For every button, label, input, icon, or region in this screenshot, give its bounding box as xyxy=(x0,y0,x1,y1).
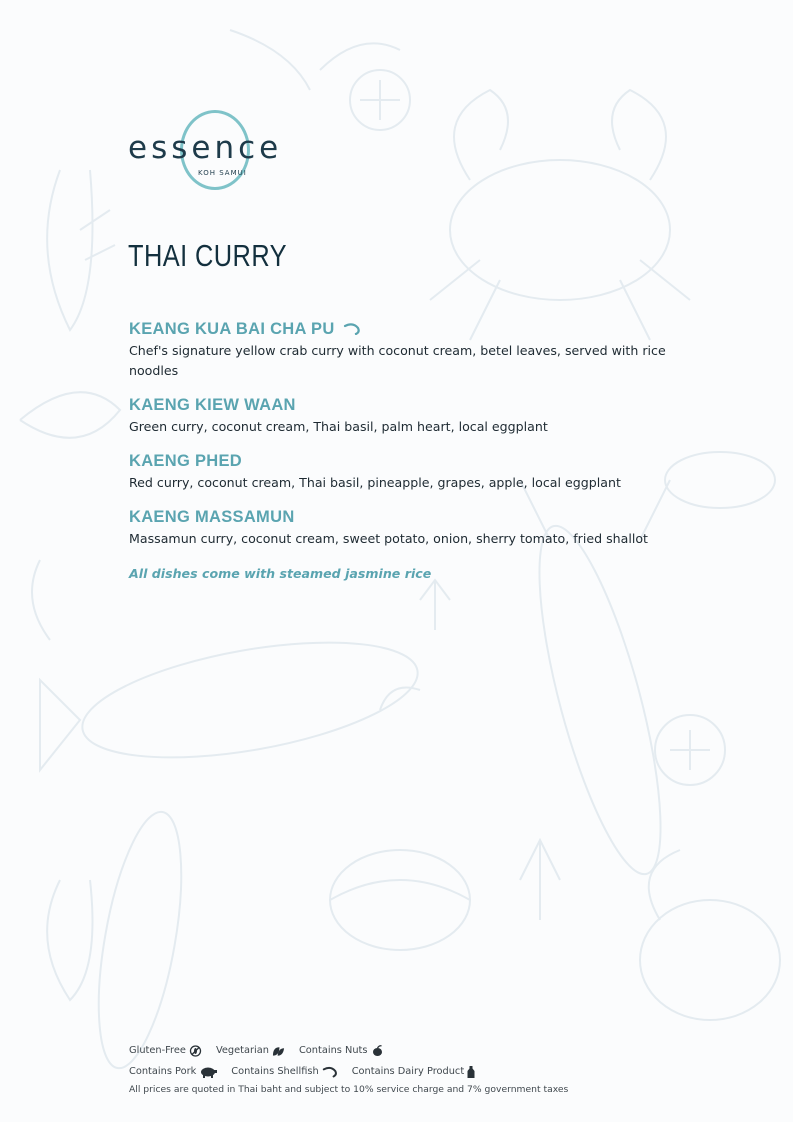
legend-nuts: Contains Nuts xyxy=(299,1045,384,1057)
rice-note: All dishes come with steamed jasmine rice xyxy=(129,566,432,581)
menu-item-name: KAENG PHED xyxy=(129,452,243,470)
menu-item xyxy=(129,318,689,381)
menu-item-description: Massamun curry, coconut cream, sweet potato, onion, sherry tomato, fried shallot xyxy=(129,531,648,546)
shellfish-icon xyxy=(322,1066,338,1078)
essence-logo xyxy=(128,108,288,194)
legend-shellfish: Contains Shellfish xyxy=(231,1066,337,1078)
dietary-legend xyxy=(129,1040,568,1095)
shellfish-icon xyxy=(343,323,361,335)
milk-bottle-icon xyxy=(467,1066,475,1078)
price-disclaimer: All prices are quoted in Thai baht and subject to 10% service charge and 7% government taxes xyxy=(129,1084,569,1095)
legend-pork: Contains Pork xyxy=(129,1066,217,1078)
pig-icon xyxy=(199,1066,217,1078)
menu-item xyxy=(129,506,689,549)
menu-list xyxy=(129,318,689,562)
logo-subtitle: KOH SAMUI xyxy=(198,169,247,177)
menu-item xyxy=(129,394,689,437)
nut-icon xyxy=(371,1045,384,1057)
menu-item-name: KEANG KUA BAI CHA PU xyxy=(129,320,335,338)
gluten-free-icon xyxy=(189,1045,202,1057)
menu-item-name: KAENG MASSAMUN xyxy=(129,508,295,526)
logo-wordmark: essence xyxy=(128,130,283,166)
leaf-icon xyxy=(272,1045,285,1057)
menu-item-description: Green curry, coconut cream, Thai basil, palm heart, local eggplant xyxy=(129,419,548,434)
legend-dairy: Contains Dairy Product xyxy=(352,1066,475,1078)
menu-item-name: KAENG KIEW WAAN xyxy=(129,396,296,414)
menu-item-description: Red curry, coconut cream, Thai basil, pineapple, grapes, apple, local eggplant xyxy=(129,475,621,490)
menu-item xyxy=(129,450,689,493)
menu-item-description: Chef's signature yellow crab curry with coconut cream, betel leaves, served with rice noodles xyxy=(129,343,666,378)
legend-vegetarian: Vegetarian xyxy=(216,1045,285,1057)
section-title: THAI CURRY xyxy=(128,238,288,273)
legend-gluten-free: Gluten-Free xyxy=(129,1045,202,1057)
